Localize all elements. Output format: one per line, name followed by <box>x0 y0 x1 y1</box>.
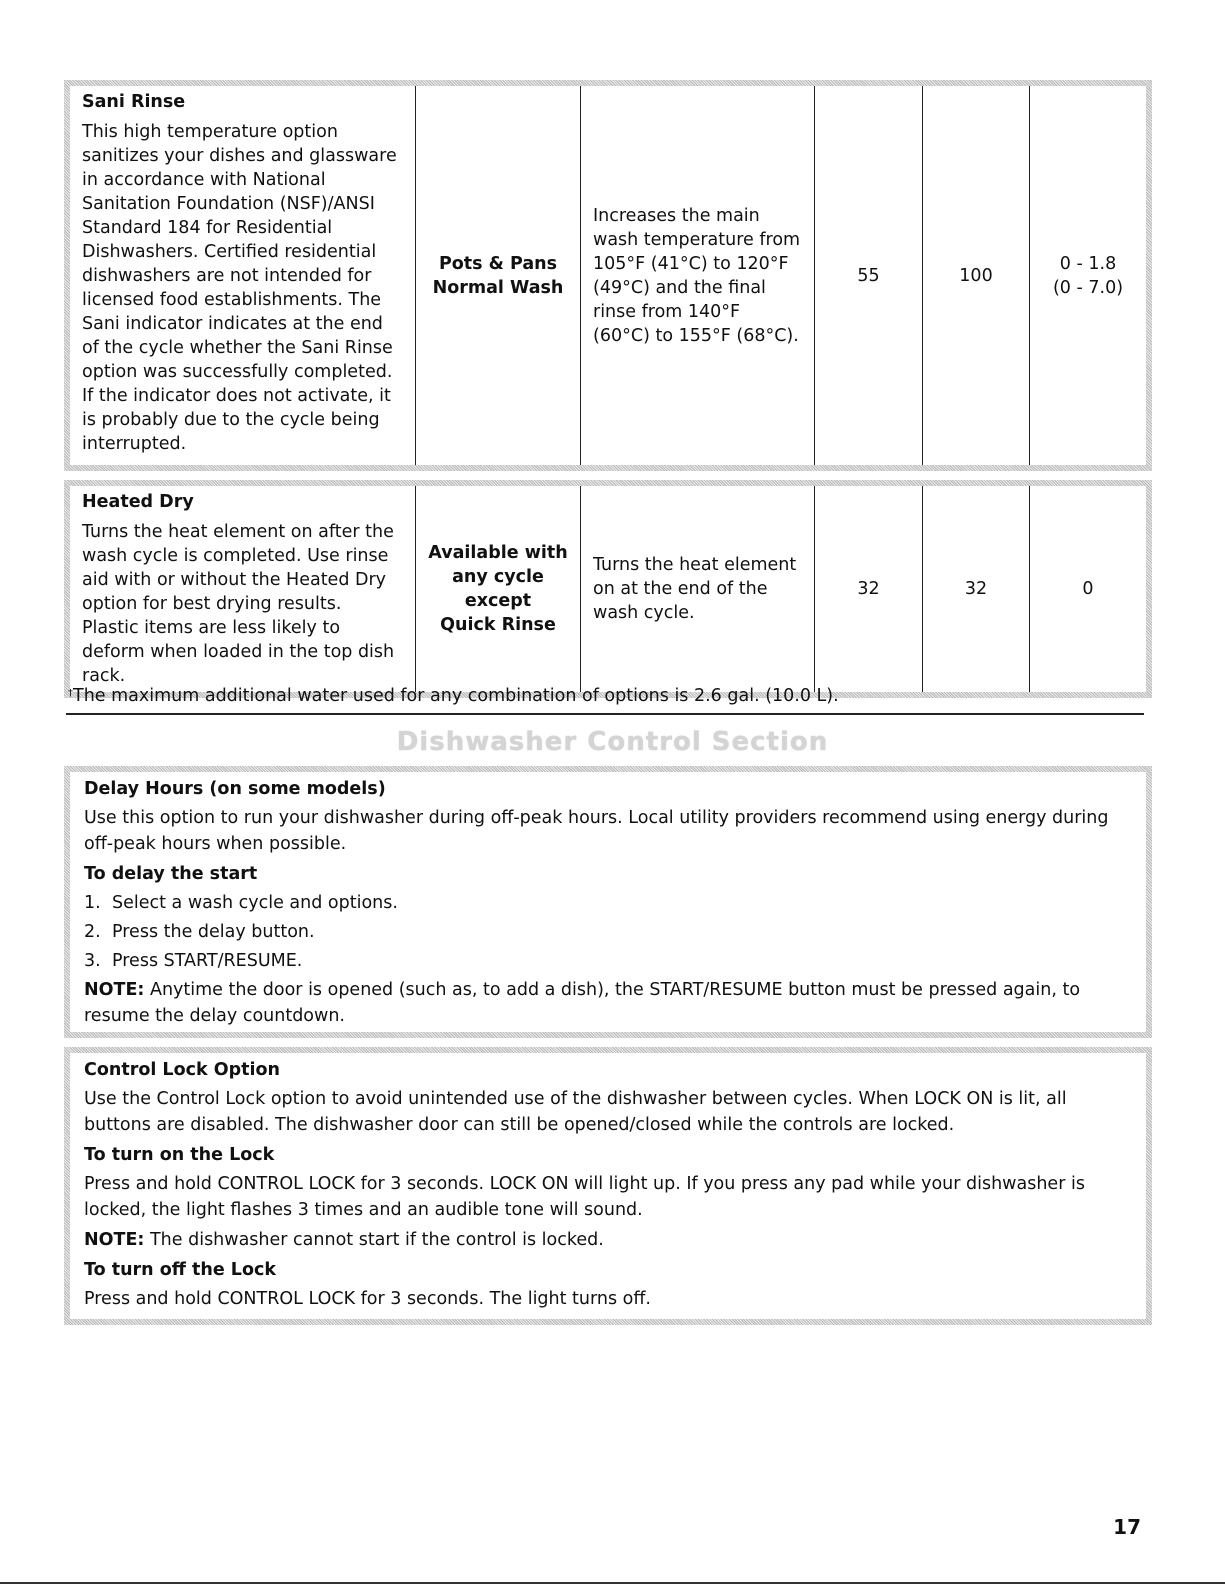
delay-intro: Use this option to run your dishwasher during off-peak hours. Local utility providers recommend using energy during off-peak hours when possible. <box>84 808 1109 854</box>
note-label: NOTE: <box>84 980 145 1000</box>
cycles-cell <box>416 486 581 692</box>
option-description-cell <box>70 486 416 692</box>
note-text: The dishwasher cannot start if the control is locked. <box>144 1230 604 1250</box>
footnote <box>68 685 839 707</box>
table-row <box>70 486 1146 692</box>
option-title: Sani Rinse <box>82 92 186 112</box>
option-effect: Turns the heat element on at the end of the wash cycle. <box>593 555 797 623</box>
step-number: 1. <box>84 893 101 913</box>
divider <box>66 713 1144 715</box>
option-description: This high temperature option sanitizes your dishes and glassware in accordance with National Sanitation Foundation (NSF)/ANSI Standard 184 for Residential Dishwashers. Certified residential dishwashers are not intended for licensed food establishments. The Sani indicator indicates at the end of the cycle whether the Sani Rinse option was successfully completed. If the indicator does not activate, it is probably due to the cycle being interrupted. <box>82 122 397 454</box>
list-item <box>84 890 1132 916</box>
lock-intro: Use the Control Lock option to avoid unintended use of the dishwasher between cycles. When LOCK ON is lit, all buttons are disabled. The dishwasher door can still be opened/closed while the controls are locked. <box>84 1089 1067 1135</box>
value-cell-5: 100 <box>923 86 1030 465</box>
page-number: 17 <box>1113 1515 1141 1539</box>
delay-steps <box>84 890 1132 974</box>
note-label: NOTE: <box>84 1230 145 1250</box>
value-cell-6 <box>1030 486 1146 692</box>
option-description: Turns the heat element on after the wash cycle is completed. Use rinse aid with or without the Heated Dry option for best drying results. Plastic items are less likely to deform when loaded in the top dish rack. <box>82 522 395 686</box>
delay-heading: Delay Hours (on some models) <box>84 779 386 799</box>
lock-on-text: Press and hold CONTROL LOCK for 3 seconds. LOCK ON will light up. If you press any pad while your dishwasher is locked, the light flashes 3 times and an audible tone will sound. <box>84 1174 1085 1220</box>
table-row <box>70 86 1146 465</box>
delay-hours-content <box>70 772 1146 1032</box>
value-line: 0 - 1.8 <box>1059 253 1117 274</box>
option-title: Heated Dry <box>82 492 194 512</box>
delay-note <box>84 977 1132 1029</box>
lock-off-text: Press and hold CONTROL LOCK for 3 seconds. The light turns off. <box>84 1289 651 1309</box>
bottom-rule <box>0 1582 1225 1584</box>
lock-note <box>84 1227 1132 1253</box>
lock-on-heading: To turn on the Lock <box>84 1145 275 1165</box>
list-item <box>84 919 1132 945</box>
option-effect: Increases the main wash temperature from 105°F (41°C) to 120°F (49°C) and the final rinse from 140°F (60°C) to 155°F (68°C). <box>593 205 801 346</box>
lock-heading: Control Lock Option <box>84 1060 280 1080</box>
cycle-line: Normal Wash <box>432 277 564 298</box>
footnote-marker: † <box>68 688 73 699</box>
value-cell-4: 32 <box>815 486 923 692</box>
value-line: (0 - 7.0) <box>1052 277 1124 298</box>
list-item <box>84 948 1132 974</box>
value-cell-4: 55 <box>815 86 923 465</box>
cycle-line: Pots & Pans <box>438 253 558 274</box>
delay-subheading: To delay the start <box>84 864 258 884</box>
section-title: Dishwasher Control Section <box>396 727 829 757</box>
step-number: 2. <box>84 922 101 942</box>
cycle-line: except <box>464 591 532 611</box>
effect-cell <box>581 486 815 692</box>
cycle-line: any cycle <box>452 567 544 587</box>
lock-off-heading: To turn off the Lock <box>84 1260 276 1280</box>
footnote-text: The maximum additional water used for any combination of options is 2.6 gal. (10.0 L). <box>73 686 839 706</box>
note-text: Anytime the door is opened (such as, to add a dish), the START/RESUME button must be pressed again, to resume the delay countdown. <box>84 980 1081 1026</box>
value-cell-5: 32 <box>923 486 1030 692</box>
option-table-sani-rinse <box>64 80 1152 471</box>
control-lock-panel <box>64 1047 1152 1325</box>
step-text: Press START/RESUME. <box>112 951 303 971</box>
step-number: 3. <box>84 951 101 971</box>
value-cell-6 <box>1030 86 1146 465</box>
delay-hours-panel <box>64 766 1152 1038</box>
step-text: Press the delay button. <box>112 922 315 942</box>
effect-cell <box>581 86 815 465</box>
cycle-line: Available with <box>428 543 568 563</box>
step-text: Select a wash cycle and options. <box>112 893 398 913</box>
value-line: 0 <box>1082 579 1094 599</box>
cycles-cell <box>416 86 581 465</box>
control-lock-content <box>70 1053 1146 1319</box>
option-description-cell <box>70 86 416 465</box>
cycle-line: Quick Rinse <box>440 615 556 635</box>
option-table-heated-dry <box>64 480 1152 698</box>
